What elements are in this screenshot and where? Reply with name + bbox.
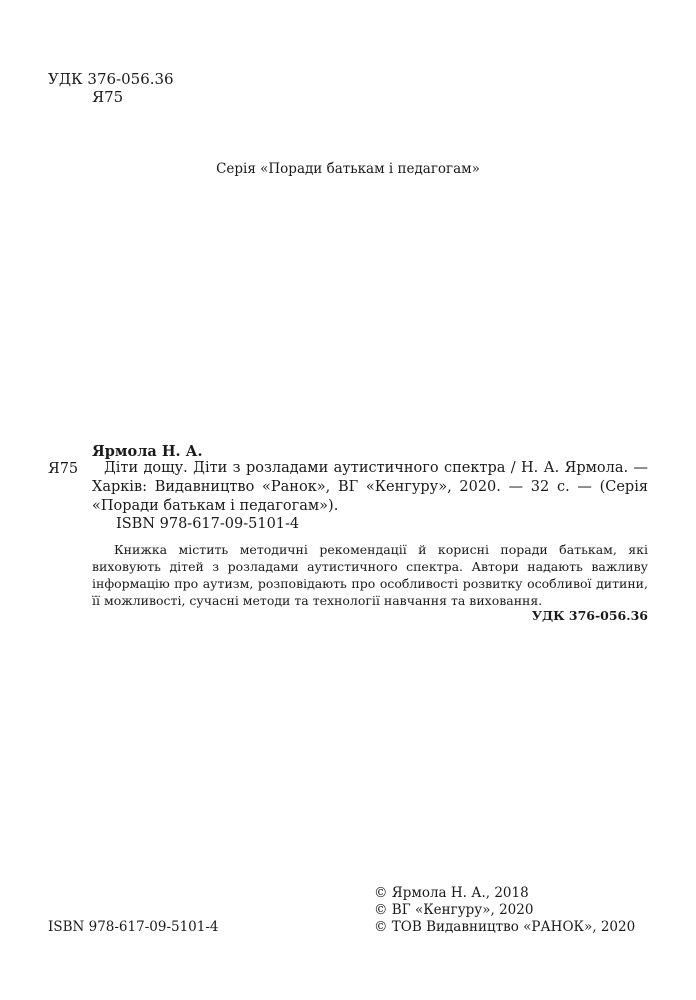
udk-code-bottom: УДК 376-056.36 [531,608,648,623]
annotation: Книжка містить методичні рекомендації й корисні поради батькам, які виховують дітей з розладами аутистичного спектра. Автори надають важливу інформацію про аутизм, розповідають про особливості розвитку особливої дитини, її можливості, сучасні методи та технології навчання та виховання. [92,542,648,608]
isbn-footer: ISBN 978-617-09-5101-4 [48,919,219,935]
bib-line-series: «Поради батькам і педагогам»). [92,498,339,514]
isbn: ISBN 978-617-09-5101-4 [116,516,300,532]
bibliographic-description [92,459,648,516]
copyright-line: © ТОВ Видавництво «РАНОК», 2020 [374,919,636,935]
copyright-line: © Ярмола Н. А., 2018 [374,885,529,901]
copyright-line: © ВГ «Кенгуру», 2020 [374,902,534,918]
author-index-mark: Я75 [48,461,79,477]
author-index: Я75 [92,88,124,106]
series-title: Серія «Поради батькам і педагогам» [216,161,480,177]
bib-line-title: Діти дощу. Діти з розладами аутистичного спектра / Н. А. Ярмола. — [104,460,648,476]
author-name: Ярмола Н. А. [92,443,203,460]
udk-code: УДК 376-056.36 [48,70,174,88]
bib-line-publisher: Харків: Видавництво «Ранок», ВГ «Кенгуру», 2020. — 32 с. — (Серія [92,479,648,495]
